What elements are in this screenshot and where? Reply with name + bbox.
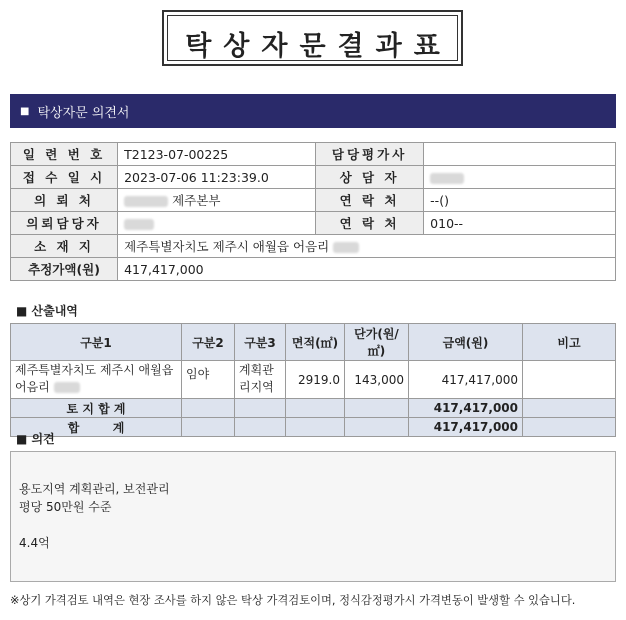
counselor-value <box>424 166 616 189</box>
col-header: 면적(㎡) <box>286 324 345 361</box>
contact-label: 연 락 처 <box>316 189 424 212</box>
client-value <box>118 189 316 212</box>
document-title: 탁상자문결과표 <box>185 31 452 62</box>
received-label: 접 수 일 시 <box>11 166 118 189</box>
empty-cell <box>286 418 345 437</box>
info-row <box>11 235 616 258</box>
empty-cell <box>235 399 286 418</box>
empty-cell <box>345 418 409 437</box>
opinion-line: 용도지역 계획관리, 보전관리 <box>19 482 170 496</box>
opinion-box <box>10 451 616 582</box>
requester-value <box>118 212 316 235</box>
square-bullet-icon: ■ <box>16 304 32 318</box>
estimate-value: 417,417,000 <box>118 258 616 281</box>
redacted-mark <box>54 382 80 393</box>
cell-c1 <box>11 361 182 399</box>
col-header: 구분3 <box>235 324 286 361</box>
col-header: 구분1 <box>11 324 182 361</box>
land-total-row <box>11 399 616 418</box>
client-suffix: 제주본부 <box>172 193 221 208</box>
redacted-mark <box>124 196 168 207</box>
serial-value: T2123-07-00225 <box>118 143 316 166</box>
redacted-mark <box>430 173 464 184</box>
section-title: 탁상자문 의견서 <box>37 105 130 121</box>
col-header: 단가(원/㎡) <box>345 324 409 361</box>
calculation-table <box>10 323 616 437</box>
empty-cell <box>523 418 616 437</box>
footnote: ※상기 가격검토 내역은 현장 조사를 하지 않은 탁상 가격검토이며, 정식감정평가시 가격변동이 발생할 수 있습니다. <box>10 594 576 607</box>
opinion-line <box>19 516 607 534</box>
col-header: 비고 <box>523 324 616 361</box>
opinion-heading <box>16 430 55 447</box>
info-row <box>11 212 616 235</box>
location-text: 제주특별자치도 제주시 애월읍 어음리 <box>124 239 330 254</box>
calc-heading <box>16 302 78 319</box>
opinion-line: 평당 50만원 수준 <box>19 500 112 514</box>
empty-cell <box>286 399 345 418</box>
evaluator-value <box>424 143 616 166</box>
info-row <box>11 143 616 166</box>
square-bullet-icon: ■ <box>16 432 32 446</box>
land-total-label: 토 지 합 계 <box>11 399 182 418</box>
info-row <box>11 258 616 281</box>
contact2-label: 연 락 처 <box>316 212 424 235</box>
col-header: 구분2 <box>182 324 235 361</box>
contact-value: --() <box>424 189 616 212</box>
counselor-label: 상 담 자 <box>316 166 424 189</box>
cell-c3: 계획관리지역 <box>235 361 286 399</box>
serial-label: 일 련 번 호 <box>11 143 118 166</box>
cell-c2: 임야 <box>182 361 235 399</box>
col-header: 금액(원) <box>409 324 523 361</box>
land-total-value: 417,417,000 <box>409 399 523 418</box>
grand-total-row <box>11 418 616 437</box>
info-table <box>10 142 616 281</box>
cell-note <box>523 361 616 399</box>
contact2-value: 010-- <box>424 212 616 235</box>
opinion-heading-text: 의견 <box>31 432 55 446</box>
location-label: 소 재 지 <box>11 235 118 258</box>
empty-cell <box>235 418 286 437</box>
grand-total-value: 417,417,000 <box>409 418 523 437</box>
grand-total-label: 합 계 <box>11 418 182 437</box>
requester-label: 의뢰담당자 <box>11 212 118 235</box>
table-header-row <box>11 324 616 361</box>
cell-area: 2919.0 <box>286 361 345 399</box>
calc-heading-text: 산출내역 <box>31 304 78 318</box>
square-bullet-icon: ■ <box>20 105 30 117</box>
cell-unit-price: 143,000 <box>345 361 409 399</box>
document-title-box <box>162 10 463 66</box>
empty-cell <box>182 418 235 437</box>
section-header-bar <box>10 94 616 128</box>
empty-cell <box>523 399 616 418</box>
table-row <box>11 361 616 399</box>
redacted-mark <box>333 242 359 253</box>
opinion-line: 4.4억 <box>19 536 50 550</box>
empty-cell <box>182 399 235 418</box>
info-row <box>11 166 616 189</box>
cell-amount: 417,417,000 <box>409 361 523 399</box>
redacted-mark <box>124 219 154 230</box>
empty-cell <box>345 399 409 418</box>
received-value: 2023-07-06 11:23:39.0 <box>118 166 316 189</box>
evaluator-label: 담당평가사 <box>316 143 424 166</box>
cell-c1-text: 제주특별자치도 제주시 애월읍 어음리 <box>15 363 174 394</box>
client-label: 의 뢰 처 <box>11 189 118 212</box>
estimate-label: 추정가액(원) <box>11 258 118 281</box>
info-row <box>11 189 616 212</box>
location-value <box>118 235 616 258</box>
